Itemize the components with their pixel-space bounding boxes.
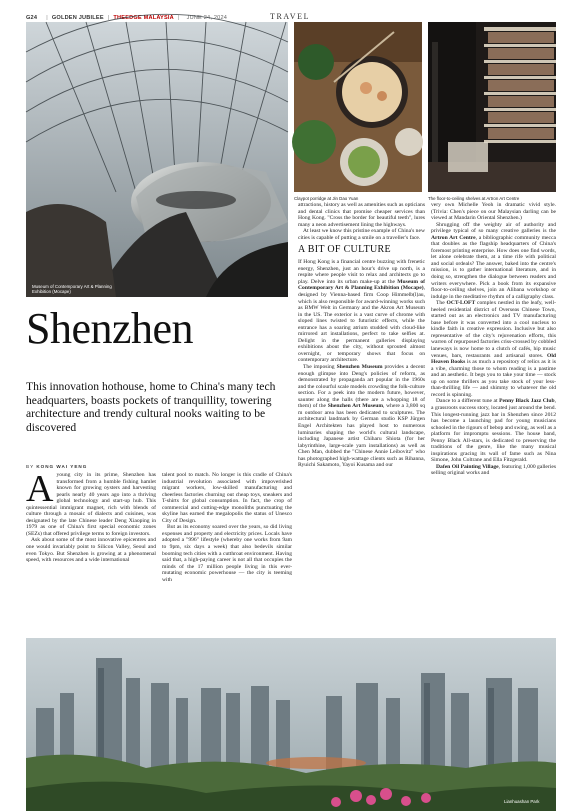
subheading: A BIT OF CULTURE [298, 244, 391, 256]
article-title: Shenzhen [26, 304, 194, 353]
text-run: complex nestled in the leafy, well-heeled residential district of Overseas Chinese Town, started out as an electronics and TV manufacturing base before it was converted into a cool nucleus to kindle faith in creative expression. Inclusive but also representative of the city's rejuvenation efforts, this warren of repurposed factories criss-crossed by cobbled laneways is now home to a clutch of cafés, hip music venues, bars, restaurants and artisanal stores. [431, 300, 556, 359]
porridge-photo [294, 22, 422, 201]
article-deck: This innovation hothouse, home to China's many tech headquarters, boasts pockets of tranquillity, towering architecture and trendy cultural nooks waiting to be discovered [26, 380, 276, 434]
paragraph: young city in its prime, Shenzhen has transformed from a humble fishing hamlet known for growing oysters and harvesting pearls nearly 40 years ago into a thriving global technology and start-up hub. This quintessential immigrant magnet, rich with blends of culture through a mosaic of dialects and cuisines, was designated by the late Chinese leader Deng Xiaoping in 1979 as one of China's first special economic zones (SEZs) that offered privilege terms to foreign investors. [26, 472, 156, 537]
text-run: , designed by Vienna-based firm Coop Himmelb(l)au, which is also responsible for award-winning works such as BMW Welt in Germany and the Akron Art Museum in the US. The exterior is a vast curve of chrome with sloped lines twisted to futuristic effects, while the entrance has a soaring atrium studded with cloud-like mirrored art installations, perfect to take selfies at. Delight in the permanent galleries displaying exhibitions about the city, without sprouted almost overnight, or temporary shows that focus on contemporary architecture. [298, 285, 425, 364]
text-run: Shrugging off the weighty air of authority and privilege typical of so many creative galleries is the [431, 221, 556, 235]
section-tag: GOLDEN JUBILEE [51, 15, 104, 21]
article-column-4 [431, 202, 556, 634]
highlight-art-museum: Shenzhen Art Museum [327, 403, 384, 410]
paragraph [431, 222, 556, 301]
park-caption: Lianhuashan Park [504, 799, 540, 804]
header-separator: | [177, 15, 180, 21]
paragraph: attractions, history as well as amenities such as opticians and dental clinics that promise cheaper services than Hong Kong. "Cross the border for beautiful teeth", lures many a neon advertisement lining the highways. [298, 202, 425, 228]
shelves-caption: The floor-to-ceiling shelves at Artron Art Centre [428, 196, 520, 201]
highlight-museum: Museum of Contemporary Art & Planning Exhibition (Mocape) [298, 278, 425, 292]
text-run: The [436, 300, 447, 307]
text-run: , a bibliographic community mecca that doubles as the flagship headquarters of China's foremost printing enterprise. How does one find words, let alone celebrate them, at a time rife with political and social ordeals? The answer, baked into the centre's mission, is to gather international literature, and in doing so, strengthen the dialogue between readers and writers everywhere. Pick a book from its expansive floor-to-ceiling shelves, join an Alibana workshop or indulge in the meditative rhythm of a calligraphy class. [431, 234, 556, 300]
highlight-penny-black: Penny Black Jazz Club [499, 398, 555, 405]
header-separator: | [46, 15, 48, 21]
paragraph: Ask about some of the most innovative epicentres and one would invariably point to Silicon Valley, Seoul and even Tokyo. But Shenzhen is growing at a phenomenal speed, with resources and a wide international [26, 537, 156, 564]
section-label: TRAVEL [270, 12, 311, 21]
highlight-dafen: Dafen Oil Painting Village [436, 463, 499, 470]
paragraph: But as its economy soared over the years, so did living expenses and property and electricity prices. Locals have adopted a "996" lifestyle (whereby one works from 9am to 9pm, six days a week) that also bedevils similar booming tech cities with a cutthroat environment. Having said that, a high-paying career is not all that occupies the minds of the 17 million people living in this ever-mutating economic powerhouse — the city is teeming with [162, 524, 292, 583]
drop-cap: A [26, 468, 54, 510]
highlight-oct-loft: OCT-LOFT [446, 300, 476, 307]
article-column-1 [26, 468, 156, 634]
paragraph [431, 464, 556, 477]
highlight-old-heaven: Old Heaven Books [431, 352, 556, 366]
paragraph [298, 364, 425, 469]
text-run: The imposing [303, 364, 337, 371]
text-run: provides a decent enough glimpse into Deng's policies of reform, as demonstrated by propaganda art popular in the 1960s and the colourful scale models crowding the folk-culture section. For a peek into the modern future, however, saunter along the halls (there are a whopping 18 of them) of the [298, 364, 425, 410]
highlight-shenzhen-museum: Shenzhen Museum [336, 364, 383, 371]
porridge-caption: Claypot porridge at Jin Dao Yuan [294, 196, 359, 201]
publication-brand: THEEDGE MALAYSIA [113, 15, 174, 21]
paragraph [431, 300, 556, 398]
text-run: , where a 3,800 sq m outdoor area has been dedicated to sculptures. The architectural landmark by German studio KSP Jürgen Engel Architekten has played host to numerous luminaries shaping the world's cultural landscape, including Japanese artist Chiharu Shiota (for her labyrinthine, large-scale yarn installations) as well as Chen Man, dubbed the "Chinese Annie Leibovitz" who has photographed high-wattage clients such as Rihanna, Ryuichi Sakamoto, Yayoi Kusama and our [298, 403, 425, 469]
museum-caption: Museum of Contemporary Art & Planning Exhibition (Mocape) [32, 284, 112, 295]
page-number: G24 [26, 15, 38, 21]
text-run: If Hong Kong is a financial centre buzzing with frenetic energy, Shenzhen, just an hour's drive up north, is a respite where people visit to relax and architects go to play. Delve into its urban make-up at the [298, 259, 425, 285]
byline-author: KONG WAI YENG [36, 464, 88, 469]
text-run: , featuring 1,000 galleries selling original works and [431, 463, 556, 477]
byline-prefix: BY [26, 464, 35, 469]
highlight-artron: Artron Art Centre [431, 234, 476, 241]
text-run: Dance to a different tune at [436, 398, 500, 405]
shelves-photo [428, 22, 556, 201]
park-photo [26, 638, 556, 811]
museum-photo [26, 22, 288, 297]
paragraph: very own Michelle Yeoh in dramatic vivid style. (Trivia: Chen's piece on our Malaysian darling can be viewed at Mandarin Oriental Shenzhen.) [431, 202, 556, 222]
header-separator: | [107, 15, 110, 21]
article-column-3 [298, 202, 425, 634]
article-column-2 [162, 472, 292, 634]
paragraph: talent pool to match. No longer is this cradle of China's industrial revolution associated with impoverished migrant workers, low-skilled manufacturing and cheerless factories churning out cheap toys, sneakers and T-shirts for global consumption. In fact, the crop of commercial and cutting-edge monoliths punctuating the skyline has earned the megalopolis the status of Unesco City of Design. [162, 472, 292, 524]
paragraph: At least we know this pristine example of China's new cities is capable of putting a smile on a traveller's face. [298, 228, 425, 241]
issue-date: JUNE 24, 2024 [186, 15, 228, 21]
paragraph [298, 259, 425, 364]
text-run: , a grassroots success story, located just around the bend. This longest-running jazz bar in Shenzhen since 2012 has become a launching pad for young musicians schooled in the rigours of bebop and swing, as well as a platform for impromptu sessions. The house band, Penny Black All-stars, is dedicated to preserving the traditions of the genre, like the many musical inspirations gracing its wall of fame such as Nina Simone, John Coltrane and Ella Fitzgerald. [431, 398, 556, 464]
text-run: is as much a repository of relics as it is a vibe, charming those to whom reading is a pastime and an aesthetic. It begs you to take your time — stock up on some thrillers as you take stock of your less-than-thrilling life — and shimmy to whatever the old record is spinning. [431, 359, 556, 398]
paragraph [431, 398, 556, 463]
